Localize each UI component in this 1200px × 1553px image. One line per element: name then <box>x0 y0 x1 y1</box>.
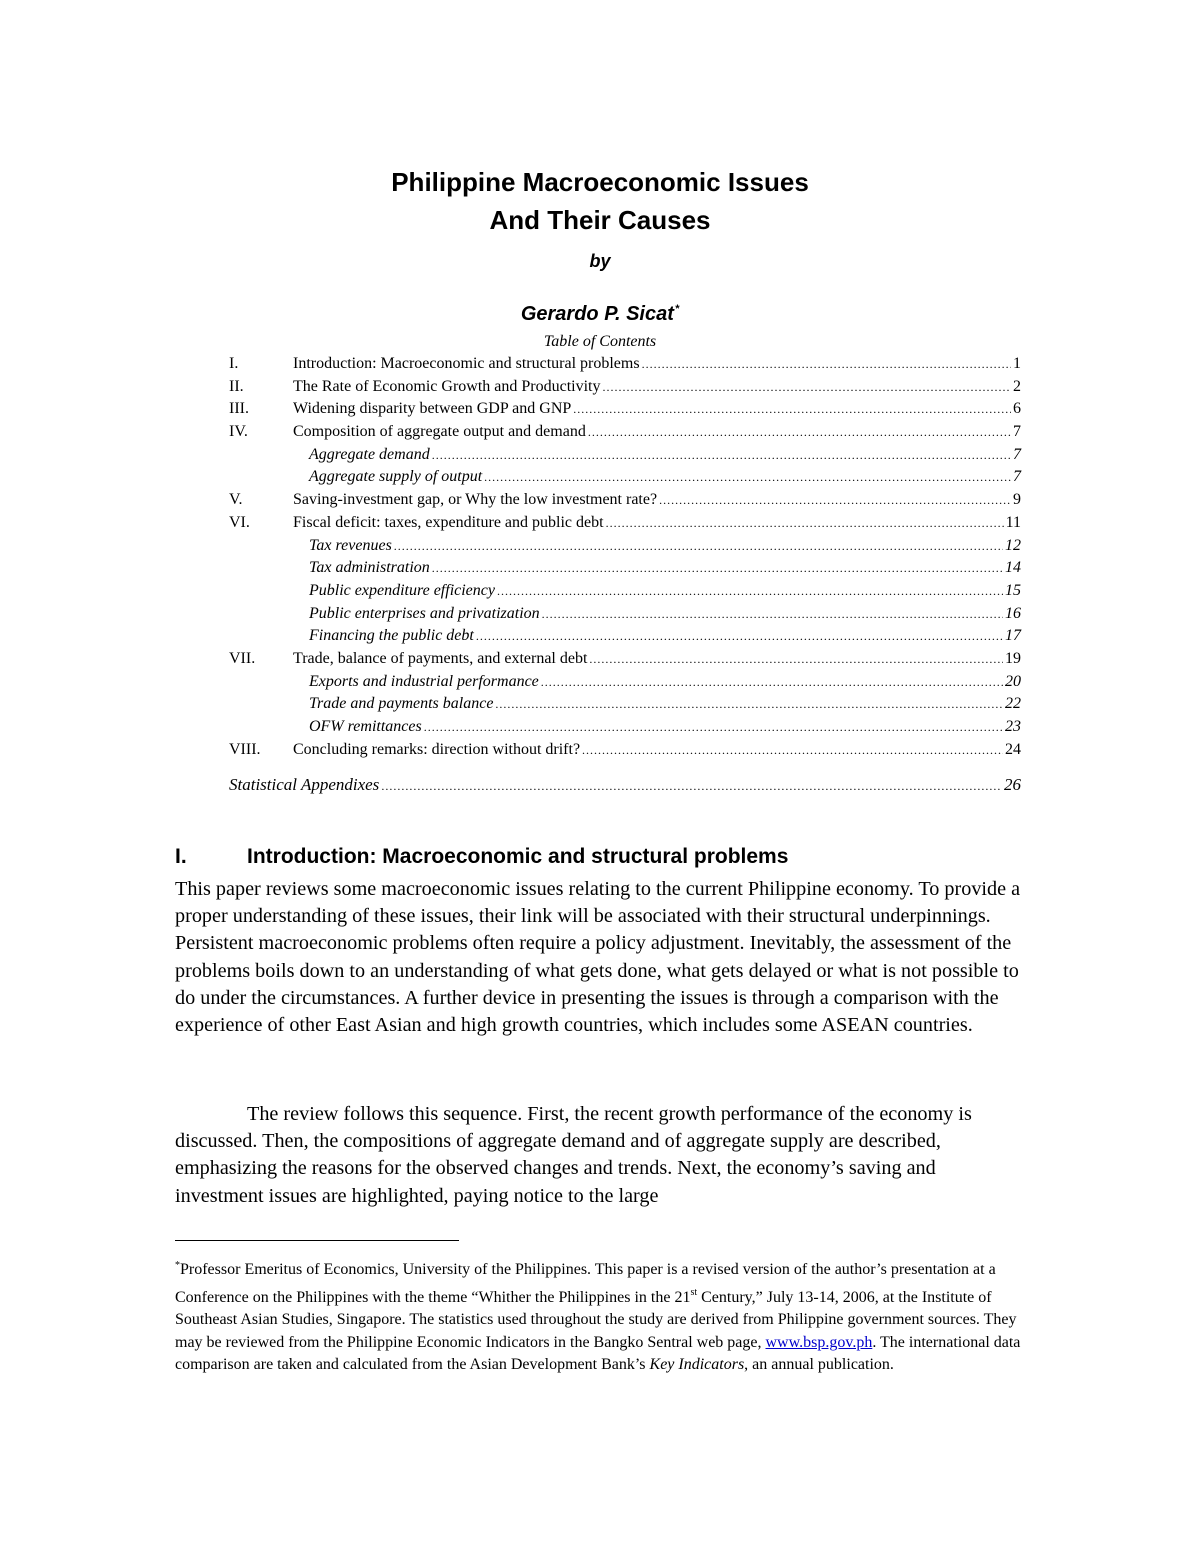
toc-dot-leader <box>589 648 1003 671</box>
toc-entry-number: VI. <box>229 513 250 531</box>
toc-entry-number: I. <box>229 355 239 372</box>
toc-entry-page: 7 <box>1013 423 1021 441</box>
toc-entry-page: 9 <box>1013 491 1021 509</box>
toc-entry-number: V. <box>229 491 243 509</box>
section-number: I. <box>175 845 187 868</box>
toc-entry-page: 7 <box>1013 468 1021 486</box>
toc-entry[interactable] <box>229 489 1021 512</box>
toc-entry-page: 7 <box>1013 445 1021 463</box>
toc-entry[interactable] <box>229 512 1021 535</box>
author-name-text: Gerardo P. Sicat <box>520 303 674 325</box>
toc-entry[interactable] <box>229 353 1021 376</box>
toc-dot-leader <box>432 557 1003 580</box>
toc-entry-label: Aggregate supply of output <box>309 468 483 486</box>
toc-entry-page: 6 <box>1013 400 1021 418</box>
toc-entry-label: Widening disparity between GDP and GNP <box>293 400 572 418</box>
toc-subentry[interactable] <box>229 535 1021 558</box>
toc-subentry[interactable] <box>229 716 1021 739</box>
footnote-separator <box>175 1240 459 1241</box>
toc-entry-number: VII. <box>229 649 256 667</box>
toc-dot-leader <box>495 693 1003 716</box>
footnote-text-3: . The international data comparison are taken and calculated from the Asian Development Bank’s <box>175 1333 1021 1374</box>
toc-appendix-page: 26 <box>1004 775 1021 795</box>
toc-dot-leader <box>588 421 1011 444</box>
footnote-text-4: , an annual publication. <box>744 1356 894 1374</box>
toc-dot-leader <box>573 398 1011 421</box>
toc-entry-number: II. <box>229 377 244 395</box>
toc-entry-page: 22 <box>1005 695 1021 713</box>
toc-dot-leader <box>432 444 1011 467</box>
toc-entry[interactable] <box>229 648 1021 671</box>
toc-entry-page: 2 <box>1013 377 1021 395</box>
footnote-superscript: st <box>690 1286 698 1298</box>
toc-entry-page: 19 <box>1005 649 1021 667</box>
toc-subentry[interactable] <box>229 444 1021 467</box>
section-title: Introduction: Macroeconomic and structural problems <box>247 845 789 868</box>
toc-entry-page: 11 <box>1005 513 1021 531</box>
footnote-text-1: Professor Emeritus of Economics, University of the Philippines. This paper is a revised version of the author’s presentation at a Conference on the Philippines with the theme “Whither the Philippines in the 21 <box>175 1261 996 1306</box>
toc-entry-label: Composition of aggregate output and demand <box>293 423 586 441</box>
toc-entry-label: Public enterprises and privatization <box>309 604 540 622</box>
toc-dot-leader <box>381 775 1002 798</box>
toc-entry-label: Fiscal deficit: taxes, expenditure and public debt <box>293 513 604 531</box>
toc-entry-label: Financing the public debt <box>309 627 474 645</box>
paper-title-line-2: And Their Causes <box>489 205 711 235</box>
toc-entry-label: Concluding remarks: direction without drift? <box>293 740 581 758</box>
toc-subentry[interactable] <box>229 580 1021 603</box>
toc-dot-leader <box>642 353 1011 376</box>
toc-entry-number: IV. <box>229 423 248 441</box>
author-footnote-mark[interactable]: * <box>674 303 680 315</box>
toc-entry-page: 20 <box>1005 672 1021 690</box>
toc-entry-page: 15 <box>1005 581 1021 599</box>
toc-entry[interactable] <box>229 421 1021 444</box>
paper-title-line-1: Philippine Macroeconomic Issues <box>391 167 809 197</box>
toc-entry[interactable] <box>229 739 1021 762</box>
toc-entry-number: III. <box>229 400 249 418</box>
toc-subentry[interactable] <box>229 603 1021 626</box>
toc-entry-label: Trade, balance of payments, and external debt <box>293 649 588 667</box>
toc-entry[interactable] <box>229 398 1021 421</box>
toc-appendix-label: Statistical Appendixes <box>229 775 380 795</box>
toc-entry-label: Tax revenues <box>309 536 392 554</box>
toc-entry-label: Aggregate demand <box>309 445 430 463</box>
toc-dot-leader <box>497 580 1003 603</box>
toc-entry-page: 23 <box>1005 718 1021 735</box>
toc-entry-label: Exports and industrial performance <box>309 672 539 690</box>
body-paragraph-2: The review follows this sequence. First, the recent growth performance of the economy is discussed. Then, the compositions of aggregate demand and of aggregate supply are described, emphasizing the reasons for the observed changes and trends. Next, the economy’s saving and investment issues are highlighted, paying notice to the large <box>175 1103 972 1207</box>
paper-title <box>0 163 1200 239</box>
toc-entry-page: 1 <box>1013 355 1021 372</box>
toc-subentry[interactable] <box>229 557 1021 580</box>
toc-appendix-entry[interactable] <box>229 774 1021 797</box>
toc-entry[interactable] <box>229 376 1021 399</box>
toc-subentry[interactable] <box>229 693 1021 716</box>
toc-dot-leader <box>582 739 1003 762</box>
toc-heading: Table of Contents <box>543 333 657 350</box>
toc-dot-leader <box>484 466 1011 489</box>
toc-dot-leader <box>659 489 1011 512</box>
toc-entry-page: 12 <box>1005 536 1021 554</box>
toc-entry-label: OFW remittances <box>309 718 422 735</box>
toc-entry-label: Tax administration <box>309 559 430 577</box>
author-name <box>0 296 1200 327</box>
toc-entry-label: Saving-investment gap, or Why the low investment rate? <box>293 491 658 509</box>
toc-dot-leader <box>542 603 1003 626</box>
toc-entry-label: Public expenditure efficiency <box>309 581 495 599</box>
toc-entry-page: 24 <box>1005 740 1021 758</box>
footnote-text-2: Century,” July 13-14, 2006, at the Institute of Southeast Asian Studies, Singapore. The statistics used throughout the study are derived from Philippine government sources. They may be reviewed from the Philippine Economic Indicators in the Bangko Sentral web page, <box>175 1288 1017 1351</box>
toc-entry-label: Trade and payments balance <box>309 695 494 713</box>
toc-dot-leader <box>424 716 1003 739</box>
footnote <box>175 1255 1025 1377</box>
toc-entry-page: 16 <box>1005 604 1021 622</box>
toc-dot-leader <box>476 625 1003 648</box>
bsp-link[interactable]: www.bsp.gov.ph <box>765 1333 873 1351</box>
toc-dot-leader <box>541 671 1003 694</box>
section-heading <box>175 843 788 871</box>
toc-entry-page: 17 <box>1005 627 1021 645</box>
toc-entry-page: 14 <box>1005 559 1021 577</box>
table-of-contents <box>229 353 1021 797</box>
toc-dot-leader <box>606 512 1004 535</box>
byline: by <box>589 251 611 271</box>
body-paragraph-1: This paper reviews some macroeconomic issues relating to the current Philippine economy. To provide a proper understanding of these issues, their link will be associated with their structural underpinnings. Persistent macroeconomic problems often require a policy adjustment. Inevitably, the assessment of the problems boils down to an understanding of what gets done, what gets delayed or what is not possible to do under the circumstances. A further device in presenting the issues is through a comparison with the experience of other East Asian and high growth countries, which includes some ASEAN countries. <box>175 878 1021 1037</box>
toc-dot-leader <box>602 376 1011 399</box>
toc-dot-leader <box>394 535 1003 558</box>
toc-subentry[interactable] <box>229 625 1021 648</box>
toc-entry-number: VIII. <box>229 740 261 758</box>
toc-subentry[interactable] <box>229 671 1021 694</box>
footnote-mark: * <box>175 1260 180 1271</box>
toc-subentry[interactable] <box>229 466 1021 489</box>
toc-entry-label: Introduction: Macroeconomic and structural problems <box>293 355 640 372</box>
toc-entry-label: The Rate of Economic Growth and Productivity <box>293 377 601 395</box>
footnote-italic-title: Key Indicators <box>649 1356 745 1374</box>
